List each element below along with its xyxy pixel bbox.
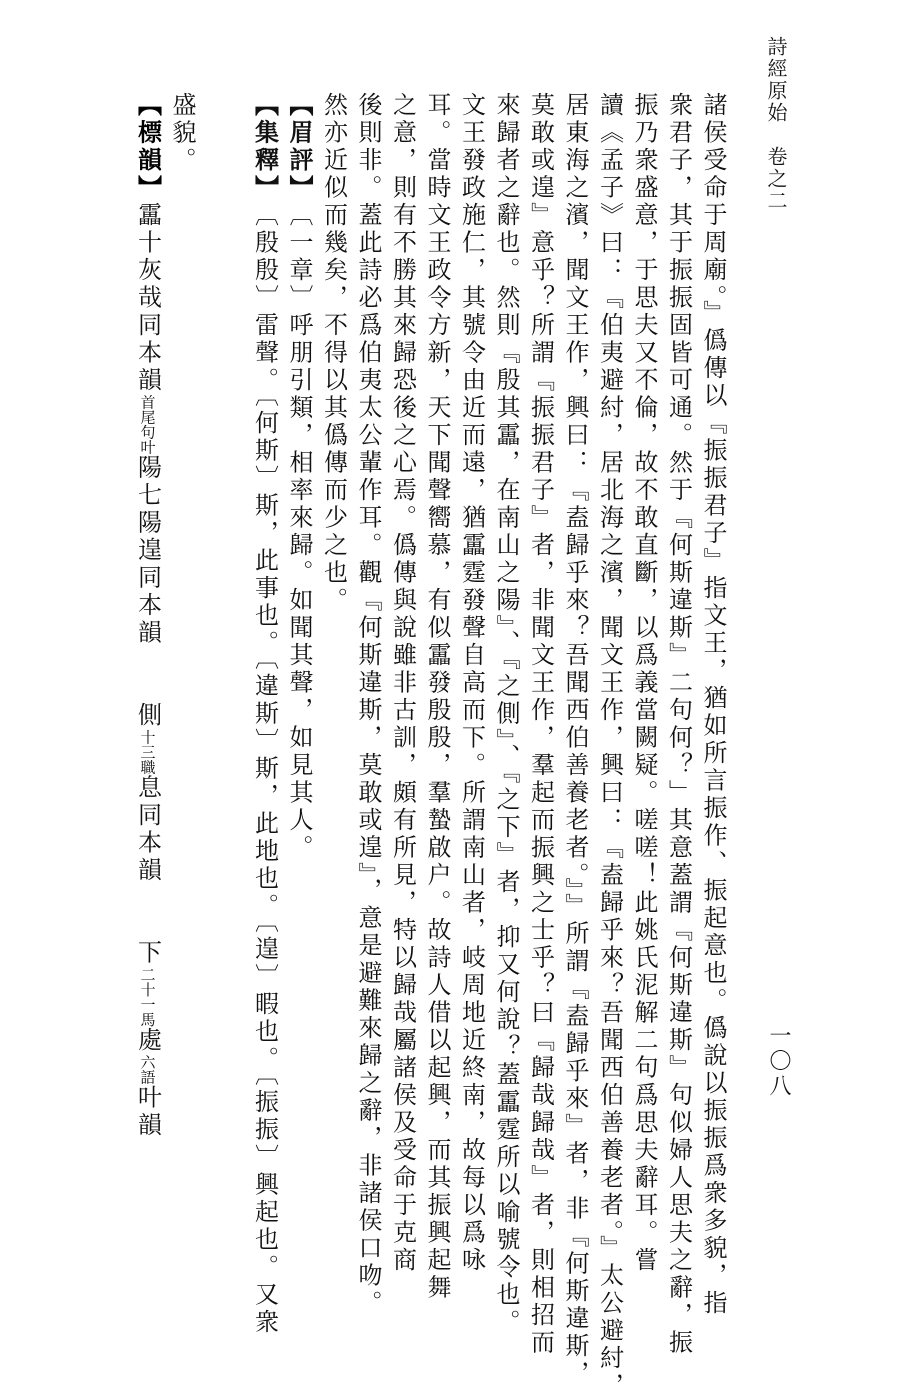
biaoyun-part: 側 <box>133 702 162 730</box>
biaoyun-note: 六語 <box>138 1054 157 1085</box>
jishi-label: 【 集釋 】 <box>247 92 282 202</box>
jishi-continuation: 盛貌。 <box>168 92 196 175</box>
text-column: 居東海之濱，聞文王作，興曰：『盍歸乎來？吾聞西伯善養老者。』』所謂『盍歸乎來』者，非『何斯違斯， <box>561 92 589 1388</box>
biaoyun-part: 處 <box>133 1027 162 1055</box>
text-column: 振乃衆盛意，于思夫又不倫，故不敢直斷，以爲義當闕疑。嗟嗟！此姚氏泥解二句爲思夫辭耳。嘗 <box>630 92 658 1275</box>
biaoyun-section <box>130 92 165 1242</box>
jishi-section <box>247 92 282 1337</box>
book-title: 詩經原始 <box>764 36 788 124</box>
volume-label: 卷之二 <box>764 146 788 212</box>
main-text <box>130 92 778 1400</box>
meipin-section <box>282 92 317 1242</box>
jishi-text: 〔殷殷〕雷聲。〔何斯〕斯，此事也。〔違斯〕斯，此地也。〔遑〕暇也。〔振振〕興起也。又衆 <box>250 202 279 1337</box>
text-column: 文王發政施仁，其號令由近而遠，猶靁霆發聲自高而下。所謂南山者，岐周地近終南，故每以爲咏 <box>457 92 486 1275</box>
page-number: 一〇八 <box>766 1024 791 1099</box>
biaoyun-note: 十三職 <box>138 729 157 775</box>
text-column: 衆君子，其于振振固皆可通。然于『何斯違斯』二句何？」其意蓋謂『何斯違斯』句似婦人思夫之辭，振 <box>664 92 693 1357</box>
text-column: 諸侯受命于周廟。』僞傳以『振振君子』指文王，猶如所言振作、振起意也。僞說以振振爲衆多貌，指 <box>699 92 727 1318</box>
text-column: 莫敢或遑』意乎？所謂『振振君子』者，非聞文王作，羣起而振興之士乎？曰『歸哉歸哉』者，則相招而 <box>526 92 555 1357</box>
text-column: 然亦近似而幾矣，不得以其僞傳而少之也。 <box>319 92 348 615</box>
meipin-text: 〔一章〕呼朋引類，相率來歸。如聞其聲，如見其人。 <box>285 202 313 862</box>
biaoyun-part: 陽七陽遑同本韻 <box>133 454 162 647</box>
biaoyun-note: 二十一馬 <box>138 967 157 1027</box>
biaoyun-part: 息同本韻 <box>133 774 162 885</box>
text-column: 耳。當時文王政令方新，天下聞聲嚮慕，有似靁發殷殷，羣蟄啟户。故詩人借以起興，而其振興起舞 <box>423 92 451 1302</box>
meipin-label: 【 眉評 】 <box>282 92 317 202</box>
biaoyun-label: 【 標韻 】 <box>130 92 165 202</box>
text-column: 來歸者之辭也。然則『殷其靁，在南山之陽』、『之側』、『之下』者，抑又何說？蓋靁霆所以喻號令也。 <box>492 92 520 1337</box>
biaoyun-part: 下 <box>133 939 162 967</box>
text-column: 之意，則有不勝其來歸恐後之心焉。僞傳與說雖非古訓，頗有所見，特以歸哉屬諸侯及受命于克商 <box>388 92 417 1275</box>
text-column: 讀《孟子》曰：『伯夷避紂，居北海之濱，聞文王作，興曰：『盍歸乎來？吾聞西伯善養老者。』太公避紂， <box>595 92 624 1400</box>
biaoyun-part: 叶韻 <box>133 1084 162 1140</box>
biaoyun-part: 靁十灰哉同本韻 <box>133 202 162 395</box>
text-column: 後則非。蓋此詩必爲伯夷太公輩作耳。觀『何斯違斯，莫敢或遑』，意是避難來歸之辭，非諸侯口吻。 <box>354 92 382 1318</box>
biaoyun-note: 首尾句叶 <box>138 394 157 455</box>
